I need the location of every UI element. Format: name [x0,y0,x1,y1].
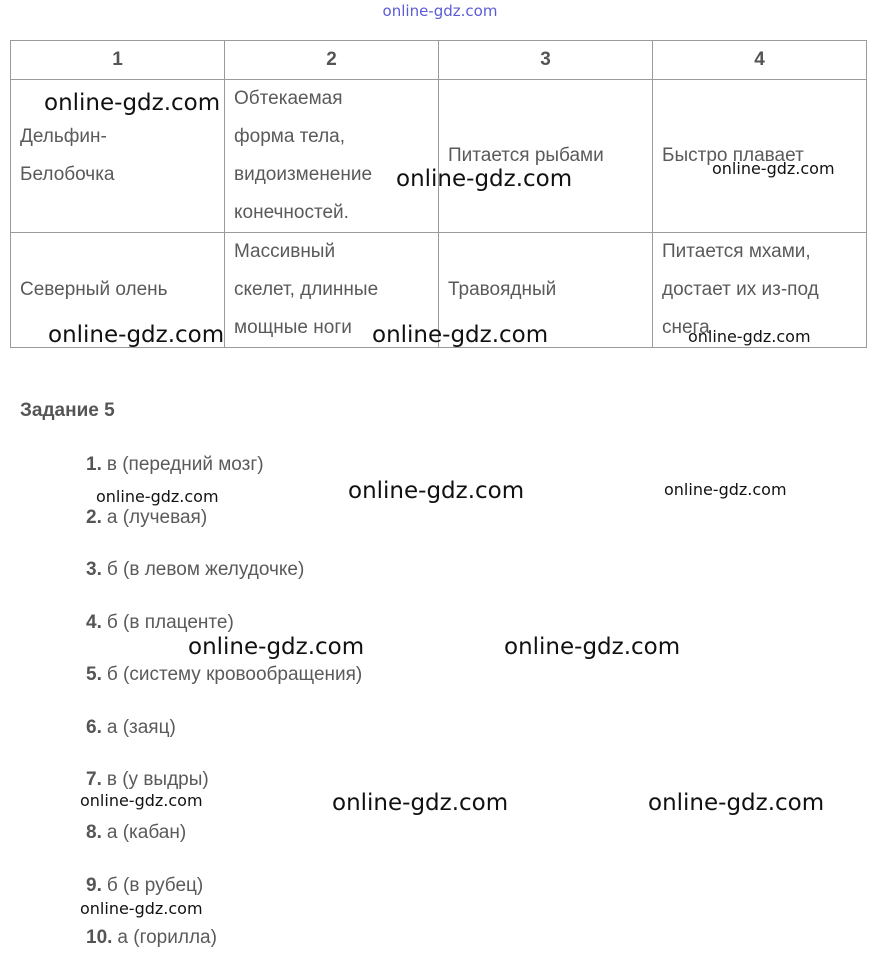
watermark: online-gdz.com [648,790,825,816]
list-item [86,769,209,791]
watermark: online-gdz.com [48,322,225,348]
answer-table [10,40,867,348]
table-cell [225,80,439,233]
answer-number: 6. [86,717,102,738]
watermark: online-gdz.com [348,478,525,504]
answer-text: а (лучевая) [106,507,208,528]
watermark: online-gdz.com [504,634,681,660]
cell-line: Дельфин- [20,126,107,147]
column-header: 2 [225,41,439,80]
table-header-row [11,41,867,80]
list-item [86,717,176,739]
watermark: online-gdz.com [332,790,509,816]
answer-number: 1. [86,454,102,475]
column-header: 3 [439,41,653,80]
site-link[interactable]: online-gdz.com [382,2,498,20]
answer-text: б (в плаценте) [106,612,234,633]
answer-number: 3. [86,559,102,580]
table-cell [439,80,653,233]
list-item [86,875,203,897]
list-item [86,507,207,529]
cell-line: Питается мхами, [662,241,811,262]
cell-line: Обтекаемая [234,88,343,109]
answer-text: в (у выдры) [106,769,209,790]
answer-number: 8. [86,822,102,843]
cell-line: Северный олень [20,279,168,300]
answer-number: 4. [86,612,102,633]
answer-text: а (заяц) [106,717,176,738]
answer-number: 5. [86,664,102,685]
cell-line: снега [662,317,710,338]
column-header: 1 [11,41,225,80]
list-item [86,927,217,949]
cell-line: Белобочка [20,164,115,185]
column-header: 4 [653,41,867,80]
watermark: online-gdz.com [80,791,203,810]
answer-number: 10. [86,927,113,948]
watermark: online-gdz.com [188,634,365,660]
watermark: online-gdz.com [96,487,219,506]
cell-line: видоизменение [234,164,373,185]
answer-text: б (в левом желудочке) [106,559,305,580]
cell-line: скелет, длинные [234,279,379,300]
cell-line: достает их из-под [662,279,819,300]
list-item [86,612,234,634]
table-cell [653,80,867,233]
list-item [86,454,264,476]
answer-text: б (систему кровообращения) [106,664,363,685]
watermark: online-gdz.com [664,480,787,499]
task-title: Задание 5 [20,400,115,421]
watermark: online-gdz.com [372,322,549,348]
list-item [86,822,186,844]
cell-line: Быстро плавает [662,145,804,166]
watermark: online-gdz.com [688,327,811,346]
watermark: online-gdz.com [712,159,835,178]
cell-line: Травоядный [448,279,557,300]
answer-text: б (в рубец) [106,875,204,896]
answer-number: 7. [86,769,102,790]
watermark: online-gdz.com [44,90,221,116]
watermark: online-gdz.com [396,166,573,192]
cell-line: мощные ноги [234,317,352,338]
watermark: online-gdz.com [80,899,203,918]
cell-line: Питается рыбами [448,145,604,166]
cell-line: конечностей. [234,202,349,223]
answer-text: а (кабан) [106,822,187,843]
list-item [86,559,304,581]
cell-line: форма тела, [234,126,346,147]
answer-number: 2. [86,507,102,528]
answer-text: в (передний мозг) [106,454,264,475]
list-item [86,664,362,686]
answer-number: 9. [86,875,102,896]
cell-line: Массивный [234,241,336,262]
answer-text: а (горилла) [117,927,217,948]
